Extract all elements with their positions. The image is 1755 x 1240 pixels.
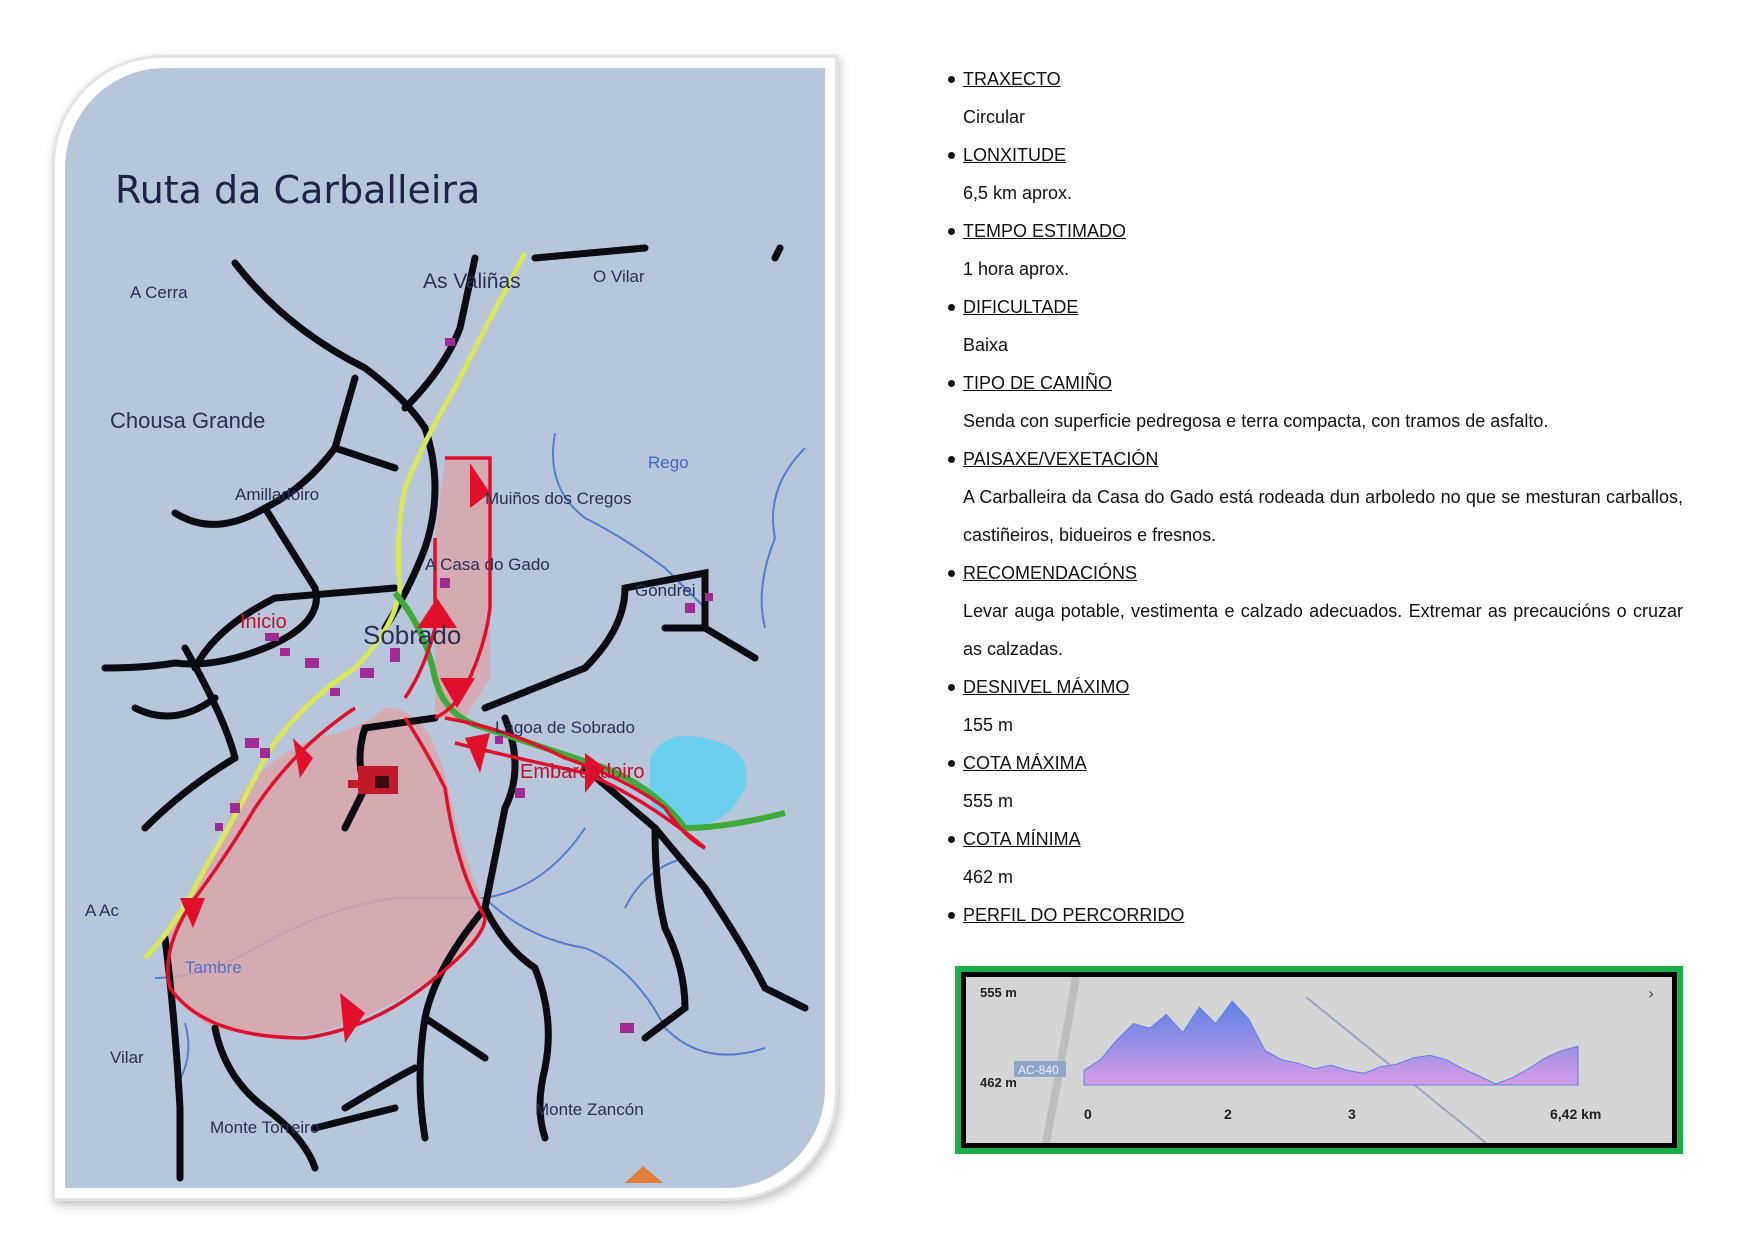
bullet-icon — [948, 836, 955, 843]
info-label: DIFICULTADE — [963, 297, 1079, 317]
info-value: 1 hora aprox. — [963, 259, 1070, 279]
summit-marker — [625, 1166, 663, 1183]
chevron-right-icon[interactable]: › — [1648, 984, 1655, 1003]
place-label: Chousa Grande — [110, 408, 266, 433]
place-label: Vilar — [110, 1048, 144, 1067]
x-tick-label: 6,42 km — [1550, 1106, 1602, 1122]
place-label: Lagoa de Sobrado — [495, 718, 635, 737]
info-label: PERFIL DO PERCORRIDO — [963, 905, 1185, 925]
place-label: Rego — [648, 453, 689, 472]
elevation-profile — [955, 966, 1683, 1154]
route-map-drawing — [65, 68, 825, 1188]
info-item-heading — [963, 668, 1683, 706]
road-badge-label: AC-840 — [1018, 1063, 1059, 1077]
place-label: Monte Zancón — [535, 1100, 644, 1119]
place-label: A Ac — [85, 901, 120, 920]
info-label: RECOMENDACIÓNS — [963, 563, 1138, 583]
x-tick-label: 3 — [1348, 1106, 1356, 1122]
ymax-label: 555 m — [980, 985, 1017, 1000]
info-value: Senda con superficie pedregosa e terra compacta, con tramos de asfalto. — [963, 411, 1549, 431]
info-item-heading — [963, 60, 1683, 98]
bullet-icon — [948, 152, 955, 159]
info-value: A Carballeira da Casa do Gado está rodeada dun arboledo no que se mesturan carballos, castiñeiros, bidueiros e fresnos. — [963, 487, 1683, 545]
info-value: Levar auga potable, vestimenta e calzado adecuados. Extremar as precaucións o cruzar as calzadas. — [963, 601, 1683, 659]
map-title: Ruta da Carballeira — [115, 168, 481, 212]
place-label: Sobrado — [363, 620, 462, 650]
ymin-label: 462 m — [980, 1075, 1017, 1090]
profile-bg-road — [1046, 977, 1076, 1143]
info-item-heading — [963, 288, 1683, 326]
info-value: 462 m — [963, 867, 1014, 887]
info-value: Circular — [963, 107, 1026, 127]
x-tick-label: 0 — [1084, 1106, 1092, 1122]
info-label: DESNIVEL MÁXIMO — [963, 677, 1130, 697]
bullet-icon — [948, 304, 955, 311]
info-item-heading — [963, 364, 1683, 402]
info-label: COTA MÍNIMA — [963, 829, 1081, 849]
bullet-icon — [948, 380, 955, 387]
route-map-frame — [52, 55, 838, 1201]
info-value: 155 m — [963, 715, 1014, 735]
place-label: A Casa do Gado — [425, 555, 550, 574]
bullet-icon — [948, 760, 955, 767]
place-label: Inicio — [240, 611, 287, 633]
lake-sobrado — [650, 736, 747, 829]
bullet-icon — [948, 912, 955, 919]
info-item-heading — [963, 820, 1683, 858]
place-label: O Vilar — [593, 267, 645, 286]
info-item-heading — [963, 440, 1683, 478]
info-label: TIPO DE CAMIÑO — [963, 373, 1113, 393]
bullet-icon — [948, 228, 955, 235]
place-label: A Cerra — [130, 283, 188, 302]
elevation-profile-chart — [966, 977, 1672, 1143]
info-item-heading — [963, 554, 1683, 592]
elevation-area — [1084, 1001, 1578, 1085]
info-label: LONXITUDE — [963, 145, 1067, 165]
info-item-heading — [963, 896, 1683, 934]
x-tick-label: 2 — [1224, 1106, 1232, 1122]
place-label: Muiños dos Cregos — [485, 489, 632, 508]
bullet-icon — [948, 684, 955, 691]
place-label: Amilladoiro — [235, 485, 320, 504]
info-label: TEMPO ESTIMADO — [963, 221, 1127, 241]
info-value: Baixa — [963, 335, 1009, 355]
bullet-icon — [948, 456, 955, 463]
info-label: TRAXECTO — [963, 69, 1061, 89]
info-label: COTA MÁXIMA — [963, 753, 1087, 773]
route-info-list — [963, 60, 1683, 934]
place-label: Embarcadoiro — [520, 761, 645, 783]
place-label: Tambre — [185, 958, 242, 977]
place-label: Gondrei — [635, 581, 696, 600]
info-item-heading — [963, 136, 1683, 174]
info-value: 555 m — [963, 791, 1014, 811]
bullet-icon — [948, 570, 955, 577]
place-label: Monte Torreiro — [210, 1118, 320, 1137]
place-label: As Valiñas — [423, 270, 521, 293]
info-item-heading — [963, 744, 1683, 782]
info-item-heading — [963, 212, 1683, 250]
route-map — [65, 68, 825, 1188]
bullet-icon — [948, 76, 955, 83]
info-value: 6,5 km aprox. — [963, 183, 1073, 203]
info-label: PAISAXE/VEXETACIÓN — [963, 449, 1159, 469]
